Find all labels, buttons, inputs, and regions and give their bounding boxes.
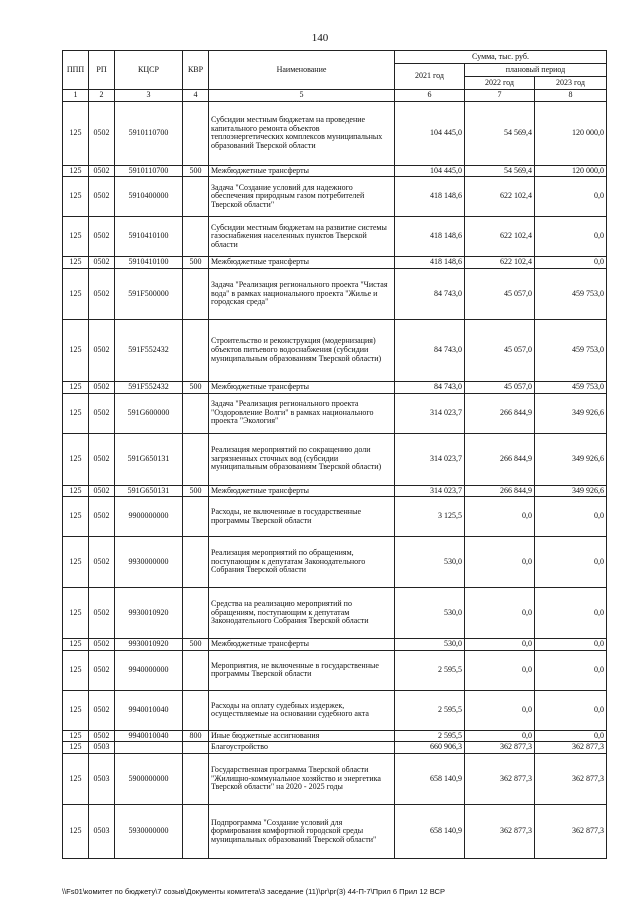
- header-2023: 2023 год: [535, 77, 607, 90]
- cell-kcsr: 9930000000: [115, 537, 183, 588]
- cell-rp: 0502: [89, 165, 115, 177]
- table-row: [63, 101, 607, 165]
- cell-name: Межбюджетные трансферты: [209, 165, 395, 177]
- header-2021: 2021 год: [395, 64, 465, 90]
- cell-kvr: [183, 690, 209, 730]
- cell-2021: 418 148,6: [395, 217, 465, 257]
- cell-rp: 0503: [89, 805, 115, 859]
- cell-ppp: 125: [63, 433, 89, 485]
- column-number: 2: [89, 90, 115, 102]
- table-row: [63, 393, 607, 433]
- cell-kvr: 500: [183, 381, 209, 393]
- table-row: [63, 754, 607, 805]
- cell-kvr: [183, 754, 209, 805]
- cell-rp: 0502: [89, 101, 115, 165]
- cell-2023: 0,0: [535, 257, 607, 269]
- column-number: 6: [395, 90, 465, 102]
- header-2022: 2022 год: [465, 77, 535, 90]
- cell-2023: 0,0: [535, 588, 607, 639]
- cell-kvr: [183, 177, 209, 217]
- cell-kvr: [183, 805, 209, 859]
- cell-name: Средства на реализацию мероприятий по обращениям, поступающим к депутатам Законодательного Собрания Тверской области: [209, 588, 395, 639]
- cell-2023: 459 753,0: [535, 319, 607, 381]
- table-row: [63, 588, 607, 639]
- cell-2022: 0,0: [465, 588, 535, 639]
- cell-kcsr: 5910400000: [115, 177, 183, 217]
- table-row: [63, 177, 607, 217]
- cell-kcsr: 5910110700: [115, 101, 183, 165]
- header-sum: Сумма, тыс. руб.: [395, 51, 607, 64]
- cell-ppp: 125: [63, 217, 89, 257]
- cell-rp: 0502: [89, 730, 115, 742]
- cell-2022: 362 877,3: [465, 754, 535, 805]
- cell-2023: 349 926,6: [535, 485, 607, 497]
- cell-2021: 418 148,6: [395, 257, 465, 269]
- cell-kvr: 500: [183, 257, 209, 269]
- cell-2023: 362 877,3: [535, 754, 607, 805]
- cell-kvr: [183, 497, 209, 537]
- cell-2023: 362 877,3: [535, 805, 607, 859]
- cell-kvr: 500: [183, 165, 209, 177]
- cell-rp: 0503: [89, 754, 115, 805]
- cell-2023: 459 753,0: [535, 268, 607, 319]
- cell-ppp: 125: [63, 165, 89, 177]
- cell-kvr: [183, 433, 209, 485]
- cell-ppp: 125: [63, 730, 89, 742]
- cell-2021: 104 445,0: [395, 165, 465, 177]
- column-number: 8: [535, 90, 607, 102]
- cell-2022: 54 569,4: [465, 101, 535, 165]
- cell-name: Благоустройство: [209, 742, 395, 754]
- table-row: [63, 257, 607, 269]
- cell-name: Иные бюджетные ассигнования: [209, 730, 395, 742]
- cell-2023: 120 000,0: [535, 165, 607, 177]
- table-row: [63, 217, 607, 257]
- cell-kcsr: 591F500000: [115, 268, 183, 319]
- cell-kcsr: 9930010920: [115, 639, 183, 651]
- cell-kcsr: 591G650131: [115, 433, 183, 485]
- cell-ppp: 125: [63, 537, 89, 588]
- cell-kvr: [183, 537, 209, 588]
- cell-ppp: 125: [63, 381, 89, 393]
- cell-2021: 530,0: [395, 588, 465, 639]
- cell-kvr: [183, 217, 209, 257]
- cell-kvr: [183, 101, 209, 165]
- table-row: [63, 805, 607, 859]
- cell-name: Расходы, не включенные в государственные программы Тверской области: [209, 497, 395, 537]
- cell-name: Субсидии местным бюджетам на развитие системы газоснабжения населенных пунктов Тверской области: [209, 217, 395, 257]
- cell-2021: 418 148,6: [395, 177, 465, 217]
- header-rp: РП: [89, 51, 115, 90]
- table-row: [63, 433, 607, 485]
- cell-2023: 0,0: [535, 177, 607, 217]
- cell-ppp: 125: [63, 805, 89, 859]
- cell-2023: 349 926,6: [535, 393, 607, 433]
- cell-kvr: [183, 742, 209, 754]
- table-row: [63, 165, 607, 177]
- cell-2023: 0,0: [535, 650, 607, 690]
- cell-kcsr: 591F552432: [115, 319, 183, 381]
- cell-2022: 266 844,9: [465, 485, 535, 497]
- cell-kvr: [183, 588, 209, 639]
- cell-rp: 0502: [89, 217, 115, 257]
- cell-2022: 0,0: [465, 730, 535, 742]
- cell-ppp: 125: [63, 319, 89, 381]
- cell-kcsr: 9940010040: [115, 690, 183, 730]
- cell-kcsr: 591G650131: [115, 485, 183, 497]
- cell-2022: 266 844,9: [465, 393, 535, 433]
- cell-2021: 658 140,9: [395, 805, 465, 859]
- cell-2022: 622 102,4: [465, 217, 535, 257]
- cell-2023: 459 753,0: [535, 381, 607, 393]
- cell-2021: 2 595,5: [395, 730, 465, 742]
- cell-kcsr: 9940000000: [115, 650, 183, 690]
- cell-rp: 0502: [89, 650, 115, 690]
- cell-2021: 3 125,5: [395, 497, 465, 537]
- cell-2021: 530,0: [395, 537, 465, 588]
- header-plan-period: плановый период: [465, 64, 607, 77]
- cell-2021: 530,0: [395, 639, 465, 651]
- cell-kcsr: 5900000000: [115, 754, 183, 805]
- cell-kcsr: 5910410100: [115, 257, 183, 269]
- cell-2021: 314 023,7: [395, 393, 465, 433]
- cell-name: Подпрограмма "Создание условий для формирования комфортной городской среды муниципальных образований Тверской области": [209, 805, 395, 859]
- cell-rp: 0502: [89, 690, 115, 730]
- cell-rp: 0502: [89, 537, 115, 588]
- cell-2022: 0,0: [465, 690, 535, 730]
- cell-rp: 0503: [89, 742, 115, 754]
- cell-kcsr: 9940010040: [115, 730, 183, 742]
- cell-2021: 104 445,0: [395, 101, 465, 165]
- cell-name: Реализация мероприятий по обращениям, поступающим к депутатам Законодательного Собрания Тверской области: [209, 537, 395, 588]
- table-row: [63, 497, 607, 537]
- cell-kcsr: [115, 742, 183, 754]
- cell-kvr: 500: [183, 485, 209, 497]
- cell-kvr: [183, 319, 209, 381]
- cell-2023: 349 926,6: [535, 433, 607, 485]
- cell-2023: 362 877,3: [535, 742, 607, 754]
- cell-2021: 84 743,0: [395, 381, 465, 393]
- column-number: 5: [209, 90, 395, 102]
- cell-name: Межбюджетные трансферты: [209, 485, 395, 497]
- cell-kcsr: 9900000000: [115, 497, 183, 537]
- cell-rp: 0502: [89, 393, 115, 433]
- cell-2021: 658 140,9: [395, 754, 465, 805]
- cell-2021: 660 906,3: [395, 742, 465, 754]
- column-number: 7: [465, 90, 535, 102]
- table-row: [63, 742, 607, 754]
- cell-name: Задача "Реализация регионального проекта "Чистая вода" в рамках национального проекта "Жилье и городская среда": [209, 268, 395, 319]
- table-row: [63, 381, 607, 393]
- cell-2023: 120 000,0: [535, 101, 607, 165]
- cell-rp: 0502: [89, 319, 115, 381]
- table-row: [63, 537, 607, 588]
- table-row: [63, 485, 607, 497]
- cell-kvr: 800: [183, 730, 209, 742]
- table-body: [63, 101, 607, 858]
- header-kcsr: КЦСР: [115, 51, 183, 90]
- cell-2022: 0,0: [465, 497, 535, 537]
- cell-2021: 84 743,0: [395, 268, 465, 319]
- cell-2022: 622 102,4: [465, 177, 535, 217]
- cell-kcsr: 591F552432: [115, 381, 183, 393]
- cell-kvr: [183, 650, 209, 690]
- cell-2021: 84 743,0: [395, 319, 465, 381]
- table-row: [63, 268, 607, 319]
- cell-2022: 45 057,0: [465, 381, 535, 393]
- cell-2023: 0,0: [535, 217, 607, 257]
- cell-rp: 0502: [89, 177, 115, 217]
- cell-2022: 54 569,4: [465, 165, 535, 177]
- table-header: [63, 51, 607, 102]
- cell-rp: 0502: [89, 433, 115, 485]
- cell-2021: 314 023,7: [395, 485, 465, 497]
- cell-name: Субсидии местным бюджетам на проведение капитального ремонта объектов теплоэнергетических комплексов муниципальных образований Тверской области: [209, 101, 395, 165]
- header-ppp: ППП: [63, 51, 89, 90]
- cell-2023: 0,0: [535, 730, 607, 742]
- cell-rp: 0502: [89, 381, 115, 393]
- cell-name: Межбюджетные трансферты: [209, 381, 395, 393]
- cell-ppp: 125: [63, 754, 89, 805]
- cell-rp: 0502: [89, 268, 115, 319]
- column-number: 4: [183, 90, 209, 102]
- cell-2022: 362 877,3: [465, 805, 535, 859]
- cell-ppp: 125: [63, 268, 89, 319]
- cell-name: Мероприятия, не включенные в государственные программы Тверской области: [209, 650, 395, 690]
- cell-name: Задача "Создание условий для надежного обеспечения природным газом потребителей Тверской области": [209, 177, 395, 217]
- cell-kvr: [183, 268, 209, 319]
- cell-2023: 0,0: [535, 537, 607, 588]
- cell-ppp: 125: [63, 257, 89, 269]
- cell-ppp: 125: [63, 393, 89, 433]
- cell-2022: 45 057,0: [465, 319, 535, 381]
- cell-name: Строительство и реконструкция (модернизация) объектов питьевого водоснабжения (субсидии муниципальным образованиям Тверской области): [209, 319, 395, 381]
- table-row: [63, 639, 607, 651]
- cell-ppp: 125: [63, 690, 89, 730]
- cell-2022: 622 102,4: [465, 257, 535, 269]
- cell-name: Государственная программа Тверской области "Жилищно-коммунальное хозяйство и энергетика Тверской области" на 2020 - 2025 годы: [209, 754, 395, 805]
- cell-2021: 314 023,7: [395, 433, 465, 485]
- cell-2021: 2 595,5: [395, 650, 465, 690]
- cell-2022: 0,0: [465, 639, 535, 651]
- cell-kvr: [183, 393, 209, 433]
- cell-ppp: 125: [63, 650, 89, 690]
- table-row: [63, 319, 607, 381]
- header-kvr: КВР: [183, 51, 209, 90]
- cell-2022: 266 844,9: [465, 433, 535, 485]
- cell-ppp: 125: [63, 639, 89, 651]
- cell-ppp: 125: [63, 742, 89, 754]
- cell-name: Реализация мероприятий по сокращению доли загрязненных сточных вод (субсидии муниципальным образованиям Тверской области): [209, 433, 395, 485]
- cell-kcsr: 591G600000: [115, 393, 183, 433]
- cell-rp: 0502: [89, 588, 115, 639]
- cell-ppp: 125: [63, 588, 89, 639]
- cell-kcsr: 9930010920: [115, 588, 183, 639]
- column-number: 1: [63, 90, 89, 102]
- page-number: 140: [311, 32, 329, 44]
- column-number-row: [63, 90, 607, 102]
- cell-ppp: 125: [63, 177, 89, 217]
- table-row: [63, 730, 607, 742]
- table-row: [63, 650, 607, 690]
- cell-kcsr: 5910410100: [115, 217, 183, 257]
- cell-ppp: 125: [63, 485, 89, 497]
- cell-kvr: 500: [183, 639, 209, 651]
- cell-rp: 0502: [89, 639, 115, 651]
- cell-2022: 0,0: [465, 650, 535, 690]
- cell-rp: 0502: [89, 257, 115, 269]
- column-number: 3: [115, 90, 183, 102]
- cell-ppp: 125: [63, 497, 89, 537]
- table-row: [63, 690, 607, 730]
- cell-name: Расходы на оплату судебных издержек, осуществляемые на основании судебного акта: [209, 690, 395, 730]
- cell-rp: 0502: [89, 485, 115, 497]
- cell-2023: 0,0: [535, 639, 607, 651]
- header-name: Наименование: [209, 51, 395, 90]
- cell-2023: 0,0: [535, 497, 607, 537]
- cell-2021: 2 595,5: [395, 690, 465, 730]
- cell-name: Межбюджетные трансферты: [209, 639, 395, 651]
- cell-kcsr: 5910110700: [115, 165, 183, 177]
- cell-rp: 0502: [89, 497, 115, 537]
- cell-2022: 45 057,0: [465, 268, 535, 319]
- cell-name: Задача "Реализация регионального проекта "Оздоровление Волги" в рамках национального проекта "Экология": [209, 393, 395, 433]
- cell-ppp: 125: [63, 101, 89, 165]
- footer-file-path: \\Fs01\комитет по бюджету\7 созыв\Документы комитета\3 заседание (11)\рг\рг(3) 44-П-7\Прил 6 Прил 12 ВСР: [62, 887, 445, 896]
- cell-2022: 362 877,3: [465, 742, 535, 754]
- cell-name: Межбюджетные трансферты: [209, 257, 395, 269]
- cell-2022: 0,0: [465, 537, 535, 588]
- cell-2023: 0,0: [535, 690, 607, 730]
- budget-table: [62, 50, 607, 859]
- cell-kcsr: 5930000000: [115, 805, 183, 859]
